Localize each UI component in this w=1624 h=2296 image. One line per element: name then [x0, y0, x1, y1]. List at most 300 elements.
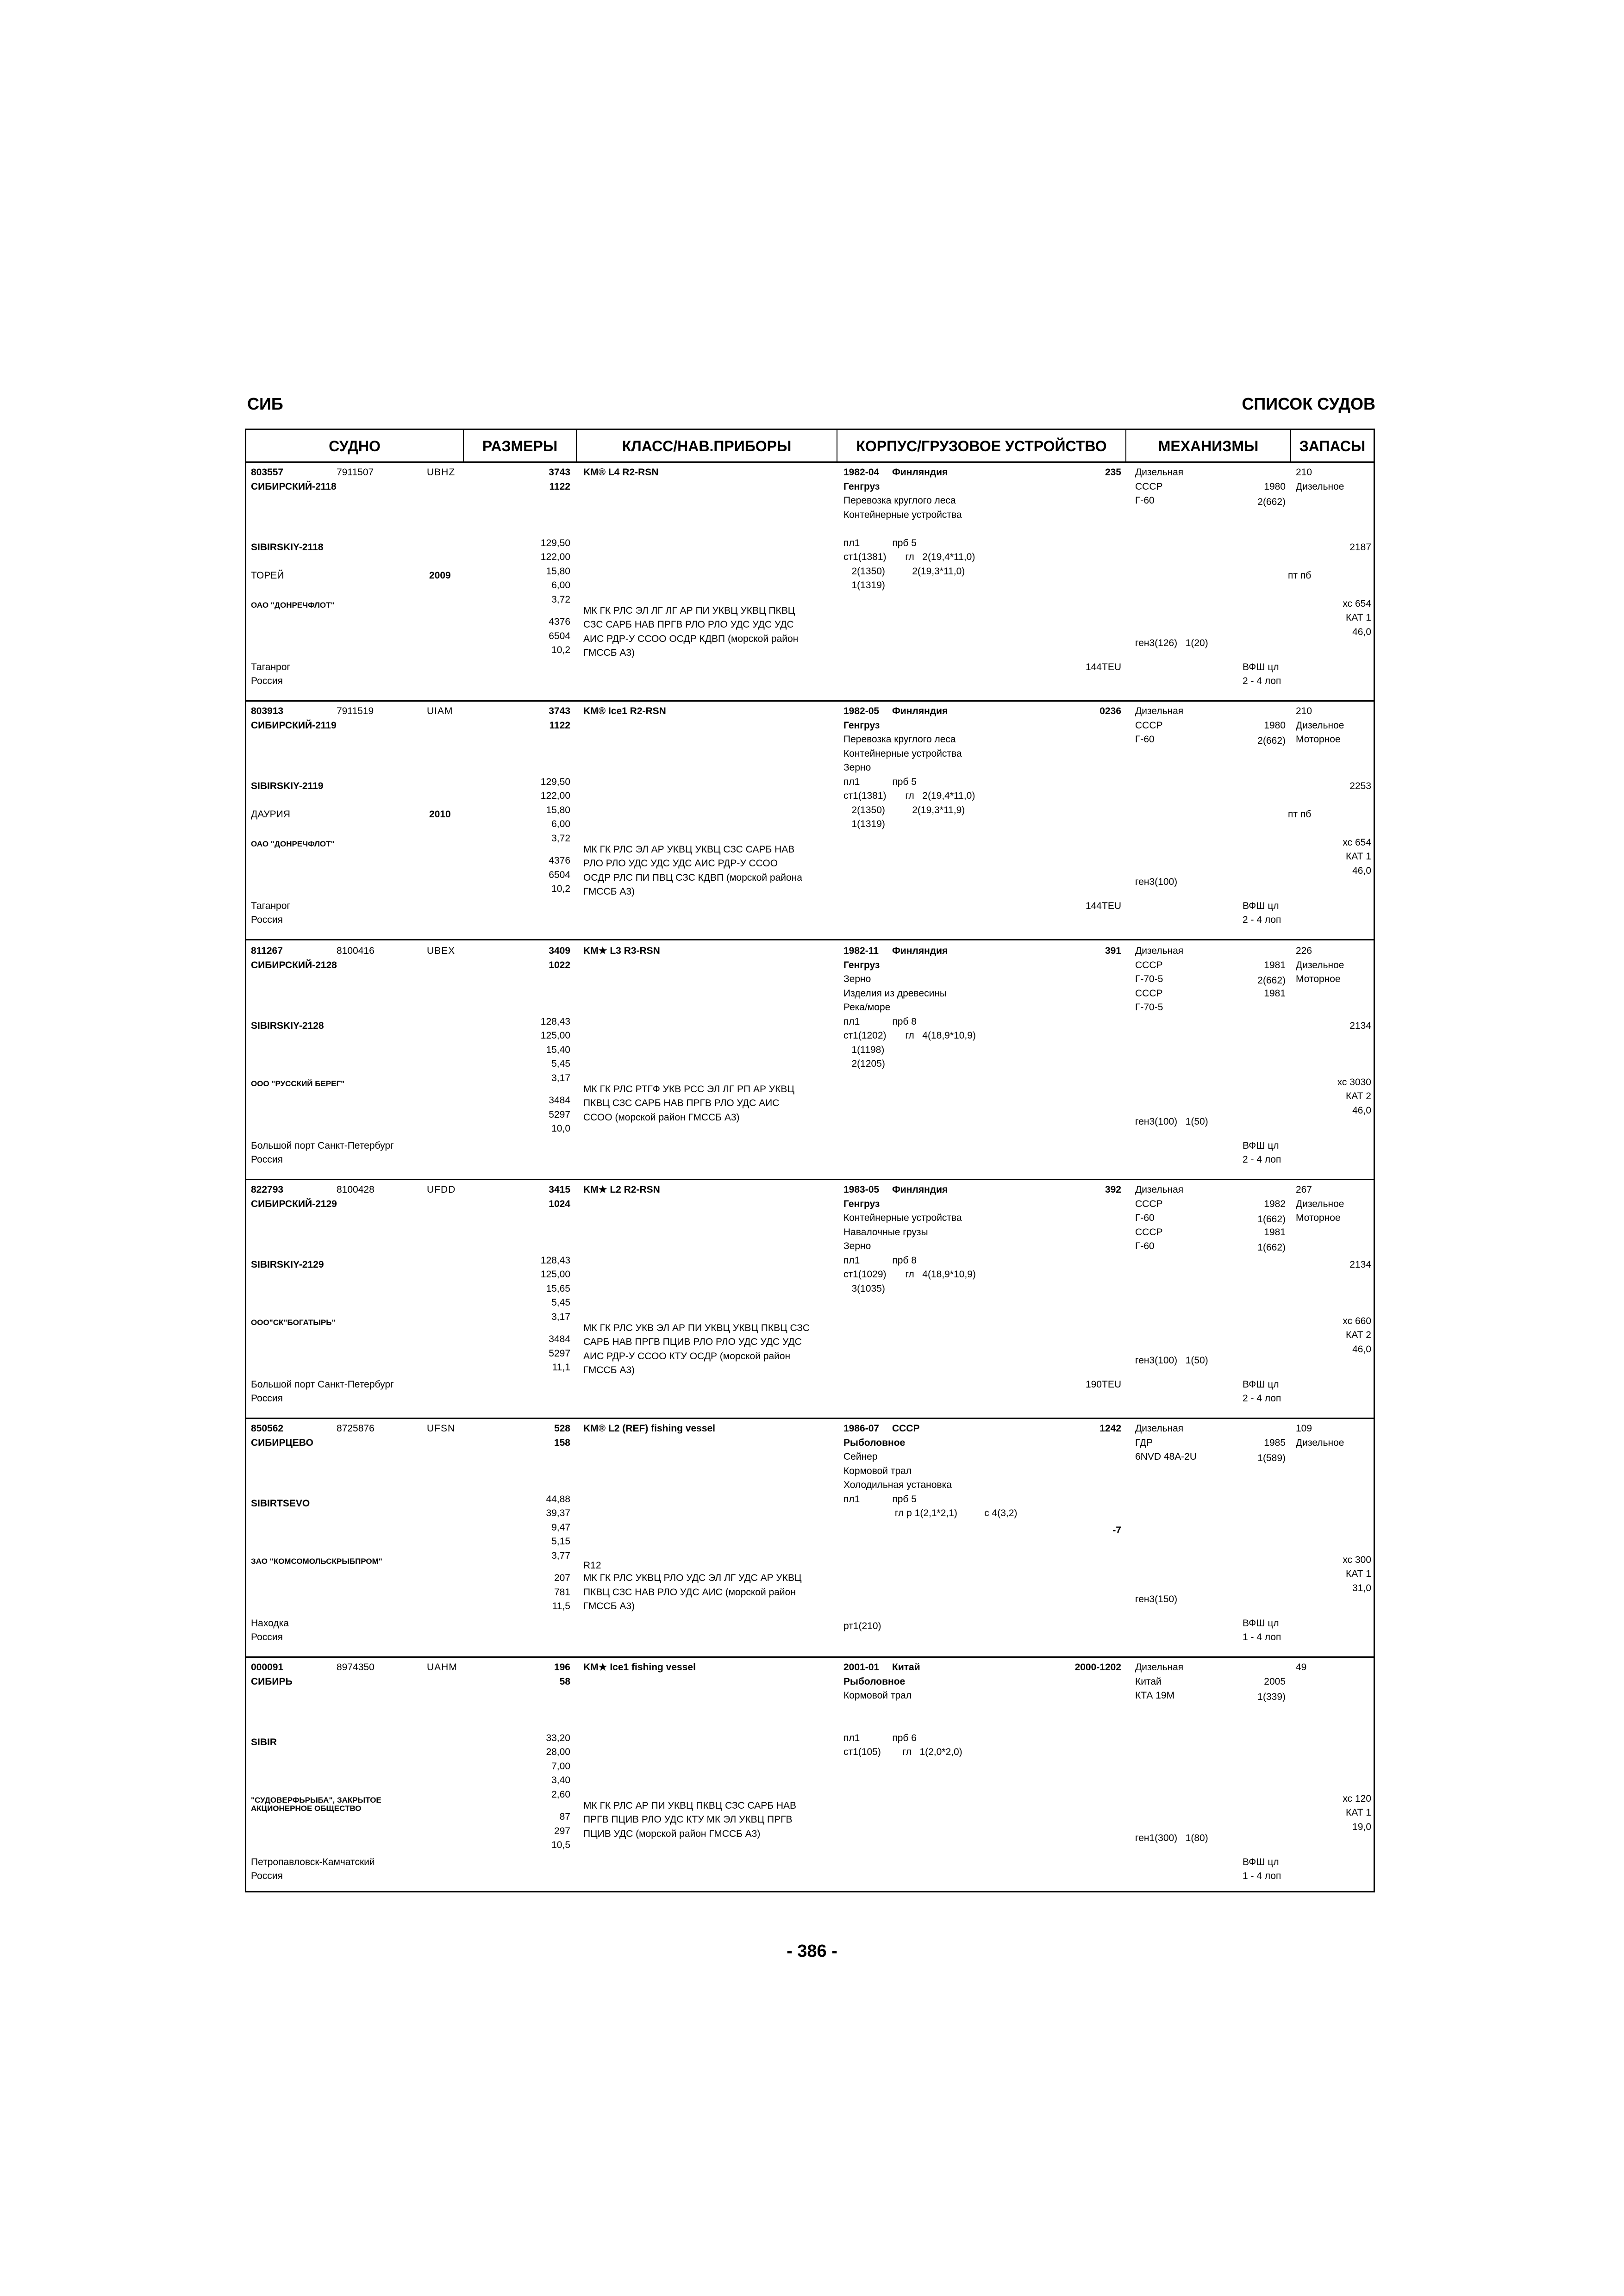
- nav-equipment-line: ОСДР РЛС ПИ ПВЦ СЗС КДВП (морской района: [583, 872, 802, 883]
- speed-value: 10,5: [551, 1840, 570, 1851]
- vessel-imo: 8100428: [337, 1184, 375, 1195]
- speed-value: 11,5: [552, 1601, 570, 1612]
- dimension-value: 125,00: [540, 1030, 570, 1041]
- vessel-name: СИБИРСКИЙ-2128: [251, 959, 337, 971]
- vessel-name-latin: SIBIRSKIY-2118: [251, 541, 324, 553]
- nav-equipment-line: ПРГВ ПЦИВ РЛО УДС КТУ МК ЭЛ УКВЦ ПРГВ: [583, 1814, 793, 1825]
- vessel-home-port: Таганрог: [251, 900, 291, 911]
- purpose-line: Контейнерные устройства: [843, 1213, 962, 1223]
- vessel-imo: 8725876: [337, 1423, 375, 1434]
- propeller-line: ВФШ цл: [1243, 661, 1279, 672]
- tonnage-value: 207: [554, 1573, 570, 1584]
- vessel-name-latin: SIBIR: [251, 1736, 277, 1748]
- hull-line: пл1 прб 8: [843, 1255, 917, 1266]
- engine-power: 2(662): [1257, 497, 1286, 508]
- column-header-vessel: СУДНО: [246, 430, 464, 463]
- vessel-name-latin: SIBIRSKIY-2119: [251, 780, 324, 791]
- net-tonnage: 1122: [549, 720, 570, 731]
- vessel-record: [246, 1180, 1374, 1419]
- stores-line: хс 3030: [1337, 1076, 1371, 1088]
- dimension-value: 44,88: [546, 1493, 570, 1505]
- vessel-home-port: Большой порт Санкт-Петербург: [251, 1140, 394, 1151]
- stores-line: хс 654: [1343, 598, 1371, 609]
- net-tonnage: 58: [559, 1676, 570, 1687]
- stores-line: 210: [1296, 467, 1312, 478]
- nav-equipment-line: ПЦИВ УДС (морской район ГМССБ А3): [583, 1828, 761, 1839]
- hull-line: пл1 прб 8: [843, 1016, 917, 1027]
- engine-year: 1980: [1264, 720, 1286, 731]
- stores-line: 2134: [1349, 1259, 1371, 1270]
- vessel-imo: 8100416: [337, 946, 375, 956]
- nav-equipment-line: РЛО РЛО УДС УДС УДС АИС РДР-У ССОО: [583, 858, 778, 869]
- column-header-dimensions: РАЗМЕРЫ: [464, 430, 577, 463]
- hull-line: гл р 1(2,1*2,1) с 4(3,2): [843, 1508, 1018, 1518]
- dimension-value: 15,80: [546, 804, 570, 815]
- generator-line: ген3(150): [1135, 1594, 1178, 1605]
- dimension-value: 3,72: [551, 594, 570, 605]
- vessel-country: Россия: [251, 1632, 283, 1643]
- deadweight: 3415: [549, 1184, 570, 1195]
- vessel-type: Генгруз: [843, 720, 880, 731]
- dimension-value: 128,43: [540, 1016, 570, 1027]
- tonnage-value: 87: [559, 1811, 570, 1823]
- stores-line: 2134: [1349, 1020, 1371, 1031]
- nav-equipment-line: ПКВЦ СЗС САРБ НАВ ПРГВ РЛО УДС АИС: [583, 1098, 780, 1109]
- vessel-home-port: Находка: [251, 1618, 289, 1629]
- nav-equipment-line: МК ГК РЛС УКВЦ РЛО УДС ЭЛ ЛГ УДС АР УКВЦ: [583, 1573, 802, 1584]
- stores-line: КАТ 2: [1346, 1091, 1371, 1102]
- vessel-type: Генгруз: [843, 481, 880, 492]
- vessel-name-latin: SIBIRSKIY-2128: [251, 1020, 324, 1031]
- engine-line: Г-70-5: [1135, 1002, 1163, 1013]
- build-date: 1982-05: [843, 706, 880, 716]
- stores-line: КАТ 2: [1346, 1330, 1371, 1341]
- dimension-value: 33,20: [546, 1732, 570, 1743]
- vessel-name: СИБИРЦЕВО: [251, 1437, 313, 1448]
- vessel-owner: ЗАО "КОМСОМОЛЬСКРЫБПРОМ": [251, 1556, 382, 1566]
- engine-line: Г-70-5: [1135, 974, 1163, 984]
- hull-line: пл1 прб 5: [843, 1493, 917, 1505]
- purpose-line: Зерно: [843, 762, 871, 773]
- vessel-record: [246, 1419, 1374, 1658]
- hull-line: пл1 прб 5: [843, 537, 917, 548]
- engine-line: Г-60: [1135, 734, 1155, 745]
- propeller-line: 2 - 4 лоп: [1243, 676, 1281, 687]
- stores-line: 2253: [1349, 780, 1371, 791]
- builder-country: Китай: [892, 1662, 920, 1673]
- class-notation: KM® L2 (REF) fishing vessel: [583, 1423, 716, 1434]
- vessel-imo: 7911507: [337, 467, 374, 478]
- vessel-type: Генгруз: [843, 959, 880, 971]
- builder-country: Финляндия: [892, 946, 948, 956]
- stores-line: КАТ 1: [1346, 851, 1371, 862]
- dimension-value: 9,47: [551, 1522, 570, 1533]
- vessel-owner: ООО "РУССКИЙ БЕРЕГ": [251, 1079, 345, 1088]
- vessel-previous-name: ДАУРИЯ: [251, 809, 290, 820]
- nav-equipment-line: ГМССБ А3): [583, 1365, 635, 1376]
- vessel-name: СИБИРСКИЙ-2118: [251, 481, 337, 492]
- vessel-name-latin: SIBIRTSEVO: [251, 1498, 310, 1509]
- dimension-value: 122,00: [540, 790, 570, 801]
- propeller-line: 1 - 4 лоп: [1243, 1871, 1281, 1882]
- engine-power: 1(339): [1257, 1692, 1286, 1703]
- purpose-line: Сейнер: [843, 1451, 878, 1462]
- stores-line: Дизельное: [1296, 959, 1344, 971]
- engine-line: Дизельная: [1135, 706, 1184, 716]
- dimension-value: 3,77: [551, 1550, 570, 1561]
- build-date: 1983-05: [843, 1184, 880, 1195]
- page-header-right: СПИСОК СУДОВ: [1242, 394, 1375, 413]
- hull-line: ст1(105) гл 1(2,0*2,0): [843, 1747, 962, 1757]
- propeller-line: ВФШ цл: [1243, 1618, 1279, 1629]
- engine-power: 2(662): [1257, 975, 1286, 986]
- stores-line: пт пб: [1288, 809, 1312, 820]
- net-tonnage: 1022: [549, 959, 570, 971]
- purpose-line: Река/море: [843, 1002, 891, 1013]
- hull-line: 2(1350) 2(19,3*11,9): [843, 804, 965, 815]
- vessel-previous-name: ТОРЕЙ: [251, 570, 284, 581]
- vessel-name-latin: SIBIRSKIY-2129: [251, 1259, 324, 1270]
- engine-power: 1(589): [1257, 1453, 1286, 1464]
- hull-line: ст1(1381) гл 2(19,4*11,0): [843, 790, 975, 801]
- propeller-line: ВФШ цл: [1243, 1140, 1279, 1151]
- propeller-line: 2 - 4 лоп: [1243, 1154, 1281, 1165]
- stores-line: 46,0: [1352, 1105, 1371, 1116]
- propeller-line: 2 - 4 лоп: [1243, 915, 1281, 926]
- hull-rt: рт1(210): [843, 1621, 881, 1631]
- vessel-record: [246, 463, 1374, 702]
- dimension-value: 3,40: [551, 1775, 570, 1786]
- stores-line: 46,0: [1352, 1344, 1371, 1355]
- vessel-reg-number: 850562: [251, 1423, 284, 1434]
- dimension-value: 122,00: [540, 552, 570, 562]
- vessel-previous-name-year: 2009: [429, 570, 451, 581]
- stores-line: хс 120: [1343, 1793, 1371, 1804]
- vessel-country: Россия: [251, 676, 283, 687]
- build-date: 1982-04: [843, 467, 880, 478]
- engine-line: Дизельная: [1135, 946, 1184, 956]
- engine-year-2: 1981: [1264, 988, 1286, 999]
- purpose-line: Изделия из древесины: [843, 988, 947, 999]
- stores-line: 46,0: [1352, 865, 1371, 876]
- stores-line: КАТ 1: [1346, 612, 1371, 623]
- stores-line: 109: [1296, 1423, 1312, 1434]
- vessel-call-sign: UAHM: [427, 1662, 457, 1673]
- stores-line: 226: [1296, 946, 1312, 956]
- net-tonnage: 158: [554, 1437, 570, 1448]
- nav-equipment-line: САРБ НАВ ПРГВ ПЦИВ РЛО РЛО УДС УДС УДС: [583, 1337, 802, 1348]
- nav-equipment-line: АИС РДР-У ССОО ОСДР КДВП (морской район: [583, 633, 799, 644]
- dimension-value: 28,00: [546, 1747, 570, 1757]
- hull-line: 2(1205): [843, 1058, 885, 1069]
- speed-value: 10,2: [551, 645, 570, 656]
- tonnage-value: 3484: [549, 1334, 570, 1345]
- tonnage-value: 4376: [549, 616, 570, 628]
- engine-power: 2(662): [1257, 735, 1286, 747]
- engine-line: ГДР: [1135, 1437, 1153, 1448]
- vessel-record: [246, 702, 1374, 940]
- engine-line: Г-60: [1135, 1241, 1155, 1251]
- engine-year: 1981: [1264, 959, 1286, 971]
- dimension-value: 3,72: [551, 833, 570, 844]
- engine-line: 6NVD 48A-2U: [1135, 1451, 1197, 1462]
- purpose-line: Контейнерные устройства: [843, 748, 962, 759]
- hull-line: ст1(1381) гл 2(19,4*11,0): [843, 552, 975, 562]
- nav-prefix: R12: [583, 1560, 601, 1571]
- engine-year: 2005: [1264, 1676, 1286, 1687]
- dimension-value: 15,65: [546, 1283, 570, 1294]
- purpose-line: Контейнерные устройства: [843, 509, 962, 520]
- propeller-line: 2 - 4 лоп: [1243, 1393, 1281, 1404]
- stores-line: хс 660: [1343, 1315, 1371, 1326]
- nav-equipment-line: МК ГК РЛС АР ПИ УКВЦ ПКВЦ СЗС САРБ НАВ: [583, 1800, 797, 1811]
- vessel-name: СИБИРСКИЙ-2119: [251, 720, 337, 731]
- purpose-line: Кормовой трал: [843, 1465, 912, 1476]
- vessel-call-sign: UFSN: [427, 1423, 456, 1434]
- purpose-line: Холодильная установка: [843, 1480, 952, 1490]
- stores-line: 2187: [1349, 541, 1371, 553]
- deadweight: 3409: [549, 946, 570, 956]
- hull-line: ст1(1029) гл 4(18,9*10,9): [843, 1269, 976, 1280]
- vessel-call-sign: UBEX: [427, 946, 456, 956]
- vessel-owner: ОАО "ДОНРЕЧФЛОТ": [251, 839, 335, 848]
- stores-line: Дизельное: [1296, 1198, 1344, 1209]
- dimension-value: 6,00: [551, 580, 570, 591]
- dimension-value: 5,15: [551, 1536, 570, 1547]
- hull-line: пл1 прб 5: [843, 776, 917, 787]
- purpose-line: Зерно: [843, 974, 871, 984]
- vessel-owner: "СУДОВЕРФЬРЫБА", ЗАКРЫТОЕ: [251, 1795, 381, 1804]
- engine-line: СССР: [1135, 1198, 1163, 1209]
- stores-line: пт пб: [1288, 570, 1312, 581]
- propeller-line: 1 - 4 лоп: [1243, 1632, 1281, 1643]
- vessel-name: СИБИРЬ: [251, 1676, 293, 1687]
- stores-line: Дизельное: [1296, 720, 1344, 731]
- engine-year: 1982: [1264, 1198, 1286, 1209]
- hull-extra: -7: [1112, 1524, 1121, 1536]
- nav-equipment-line: МК ГК РЛС УКВ ЭЛ АР ПИ УКВЦ УКВЦ ПКВЦ СЗС: [583, 1322, 810, 1333]
- build-date: 2001-01: [843, 1662, 880, 1673]
- nav-equipment-line: ПКВЦ СЗС НАВ РЛО УДС АИС (морской район: [583, 1587, 796, 1598]
- deadweight: 196: [554, 1662, 570, 1673]
- page-number: - 386 -: [787, 1941, 837, 1961]
- propeller-line: ВФШ цл: [1243, 1379, 1279, 1390]
- dimension-value: 15,80: [546, 566, 570, 577]
- engine-line: Дизельная: [1135, 1423, 1184, 1434]
- engine-line: СССР: [1135, 988, 1163, 999]
- stores-line: 210: [1296, 706, 1312, 716]
- nav-equipment-line: МК ГК РЛС ЭЛ АР УКВЦ УКВЦ СЗС САРБ НАВ: [583, 844, 795, 855]
- vessel-country: Россия: [251, 1154, 283, 1165]
- propeller-line: ВФШ цл: [1243, 900, 1279, 911]
- purpose-line: Перевозка круглого леса: [843, 495, 956, 506]
- tonnage-value: 6504: [549, 630, 570, 641]
- vessel-imo: 8974350: [337, 1662, 375, 1673]
- column-header-stores: ЗАПАСЫ: [1291, 430, 1374, 463]
- vessel-reg-number: 803557: [251, 467, 284, 478]
- engine-year-2: 1981: [1264, 1226, 1286, 1238]
- vessel-type: Генгруз: [843, 1198, 880, 1209]
- tonnage-value: 6504: [549, 869, 570, 880]
- vessel-reg-number: 000091: [251, 1662, 284, 1673]
- tonnage-value: 5297: [549, 1348, 570, 1359]
- stores-line: Моторное: [1296, 974, 1341, 984]
- dimension-value: 6,00: [551, 819, 570, 829]
- builder-country: Финляндия: [892, 706, 948, 716]
- stores-line: Моторное: [1296, 734, 1341, 745]
- teu-capacity: 144TEU: [1085, 900, 1121, 911]
- tonnage-value: 297: [554, 1825, 570, 1836]
- speed-value: 11,1: [552, 1362, 570, 1373]
- yard-number: 235: [1105, 467, 1121, 478]
- engine-line: Дизельная: [1135, 1662, 1184, 1673]
- engine-line: Дизельная: [1135, 467, 1184, 478]
- vessel-owner: ОАО "ДОНРЕЧФЛОТ": [251, 600, 335, 610]
- dimension-value: 128,43: [540, 1255, 570, 1266]
- stores-line: 31,0: [1352, 1582, 1371, 1593]
- stores-line: 49: [1296, 1662, 1307, 1673]
- dimension-value: 7,00: [551, 1761, 570, 1772]
- nav-equipment-line: ССОО (морской район ГМССБ А3): [583, 1112, 740, 1123]
- vessel-table: [245, 429, 1375, 1892]
- tonnage-value: 4376: [549, 855, 570, 866]
- dimension-value: 15,40: [546, 1044, 570, 1055]
- generator-line: ген3(100) 1(50): [1135, 1116, 1208, 1127]
- vessel-previous-name-year: 2010: [429, 809, 451, 820]
- tonnage-value: 781: [554, 1587, 570, 1598]
- purpose-line: Перевозка круглого леса: [843, 734, 956, 745]
- engine-year: 1980: [1264, 481, 1286, 492]
- deadweight: 3743: [549, 467, 570, 478]
- vessel-reg-number: 811267: [251, 946, 283, 956]
- dimension-value: 125,00: [540, 1269, 570, 1280]
- vessel-call-sign: UFDD: [427, 1184, 456, 1195]
- vessel-country: Россия: [251, 1393, 283, 1404]
- engine-line: КТА 19М: [1135, 1690, 1175, 1701]
- nav-equipment-line: ГМССБ А3): [583, 1601, 635, 1612]
- vessel-imo: 7911519: [337, 706, 374, 716]
- class-notation: KM® L4 R2-RSN: [583, 467, 659, 478]
- net-tonnage: 1024: [549, 1198, 570, 1209]
- dimension-value: 39,37: [546, 1508, 570, 1518]
- page-header-left: СИБ: [247, 394, 283, 413]
- deadweight: 528: [554, 1423, 570, 1434]
- stores-line: КАТ 1: [1346, 1568, 1371, 1580]
- stores-line: хс 300: [1343, 1554, 1371, 1565]
- propeller-line: ВФШ цл: [1243, 1856, 1279, 1867]
- vessel-type: Рыболовное: [843, 1676, 906, 1687]
- yard-number: 1242: [1099, 1423, 1121, 1434]
- engine-line: Г-60: [1135, 1213, 1155, 1223]
- net-tonnage: 1122: [549, 481, 570, 492]
- column-header-hull: КОРПУС/ГРУЗОВОЕ УСТРОЙСТВО: [837, 430, 1126, 463]
- engine-year: 1985: [1264, 1437, 1286, 1448]
- builder-country: Финляндия: [892, 467, 948, 478]
- yard-number: 2000-1202: [1074, 1662, 1121, 1673]
- engine-power: 1(662): [1257, 1214, 1286, 1225]
- purpose-line: Навалочные грузы: [843, 1226, 928, 1238]
- hull-line: 1(1319): [843, 819, 885, 829]
- stores-line: Дизельное: [1296, 481, 1344, 492]
- yard-number: 391: [1105, 946, 1121, 956]
- vessel-home-port: Петропавловск-Камчатский: [251, 1856, 375, 1867]
- yard-number: 0236: [1099, 706, 1121, 716]
- vessel-country: Россия: [251, 1871, 283, 1882]
- nav-equipment-line: ГМССБ А3): [583, 647, 635, 659]
- dimension-value: 129,50: [540, 776, 570, 787]
- hull-line: 2(1350) 2(19,3*11,0): [843, 566, 965, 577]
- generator-line: ген3(100): [1135, 877, 1178, 888]
- class-notation: KM® Ice1 R2-RSN: [583, 706, 666, 716]
- stores-line: Моторное: [1296, 1213, 1341, 1223]
- build-date: 1986-07: [843, 1423, 880, 1434]
- engine-line: СССР: [1135, 481, 1163, 492]
- class-notation: KM★ Ice1 fishing vessel: [583, 1662, 696, 1673]
- generator-line: ген1(300) 1(80): [1135, 1833, 1208, 1844]
- vessel-owner-line2: АКЦИОНЕРНОЕ ОБЩЕСТВО: [251, 1804, 362, 1813]
- tonnage-value: 3484: [549, 1095, 570, 1106]
- engine-line: СССР: [1135, 1226, 1163, 1238]
- class-notation: KM★ L2 R2-RSN: [583, 1184, 660, 1195]
- builder-country: СССР: [892, 1423, 920, 1434]
- nav-equipment-line: МК ГК РЛС РТГФ УКВ РСС ЭЛ ЛГ РП АР УКВЦ: [583, 1083, 794, 1095]
- column-header-machinery: МЕХАНИЗМЫ: [1126, 430, 1291, 463]
- stores-line: 19,0: [1352, 1821, 1371, 1832]
- teu-capacity: 190TEU: [1085, 1379, 1121, 1390]
- dimension-value: 5,45: [551, 1058, 570, 1069]
- stores-line: 267: [1296, 1184, 1312, 1195]
- nav-equipment-line: МК ГК РЛС ЭЛ ЛГ ЛГ АР ПИ УКВЦ УКВЦ ПКВЦ: [583, 605, 795, 616]
- teu-capacity: 144TEU: [1085, 661, 1121, 672]
- stores-line: 46,0: [1352, 626, 1371, 637]
- speed-value: 10,2: [551, 884, 570, 895]
- vessel-home-port: Большой порт Санкт-Петербург: [251, 1379, 394, 1390]
- engine-power-2: 1(662): [1257, 1242, 1286, 1253]
- deadweight: 3743: [549, 706, 570, 716]
- hull-line: ст1(1202) гл 4(18,9*10,9): [843, 1030, 976, 1041]
- vessel-call-sign: UBHZ: [427, 467, 456, 478]
- nav-equipment-line: ГМССБ А3): [583, 886, 635, 897]
- purpose-line: Кормовой трал: [843, 1690, 912, 1701]
- dimension-value: 2,60: [551, 1789, 570, 1800]
- engine-line: Китай: [1135, 1676, 1162, 1687]
- builder-country: Финляндия: [892, 1184, 948, 1195]
- vessel-record: [246, 1658, 1374, 1882]
- vessel-owner: ООО"СК"БОГАТЫРЬ": [251, 1318, 336, 1327]
- stores-line: хс 654: [1343, 837, 1371, 848]
- purpose-line: Зерно: [843, 1241, 871, 1251]
- nav-equipment-line: АИС РДР-У ССОО КТУ ОСДР (морской район: [583, 1350, 791, 1362]
- dimension-value: 5,45: [551, 1297, 570, 1308]
- engine-line: Г-60: [1135, 495, 1155, 506]
- column-header-class: КЛАСС/НАВ.ПРИБОРЫ: [577, 430, 837, 463]
- speed-value: 10,0: [551, 1123, 570, 1134]
- vessel-reg-number: 822793: [251, 1184, 284, 1195]
- stores-line: Дизельное: [1296, 1437, 1344, 1448]
- dimension-value: 3,17: [551, 1072, 570, 1083]
- hull-line: 1(1319): [843, 580, 885, 591]
- yard-number: 392: [1105, 1184, 1121, 1195]
- dimension-value: 129,50: [540, 537, 570, 548]
- hull-line: 3(1035): [843, 1283, 885, 1294]
- vessel-country: Россия: [251, 915, 283, 926]
- vessel-call-sign: UIAM: [427, 706, 453, 716]
- nav-equipment-line: СЗС САРБ НАВ ПРГВ РЛО РЛО УДС УДС УДС: [583, 619, 794, 630]
- engine-line: СССР: [1135, 720, 1163, 731]
- vessel-type: Рыболовное: [843, 1437, 906, 1448]
- generator-line: ген3(100) 1(50): [1135, 1355, 1208, 1366]
- dimension-value: 3,17: [551, 1311, 570, 1322]
